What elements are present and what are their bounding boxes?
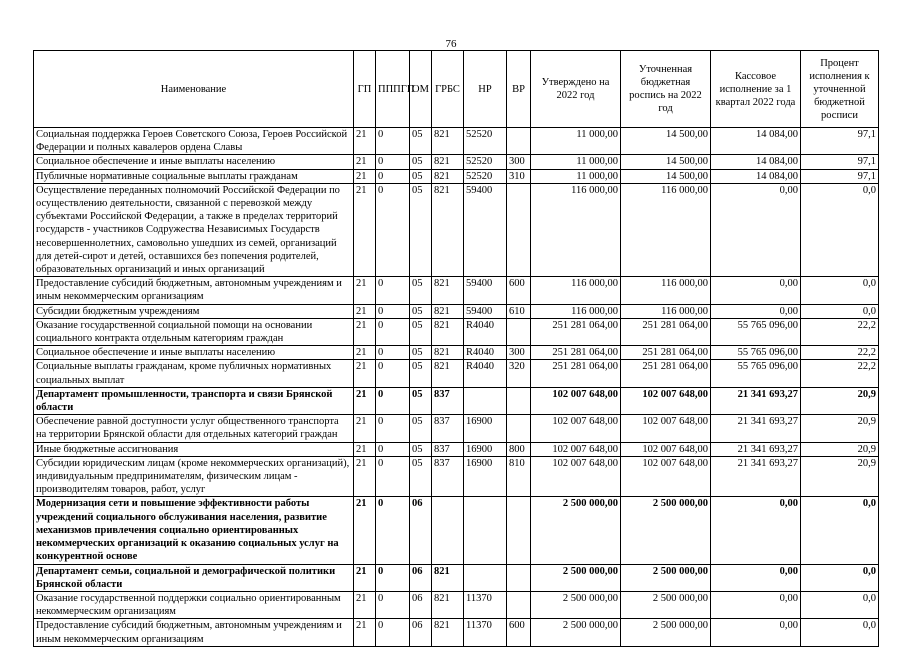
row-nr: 59400	[464, 304, 507, 318]
row-grbs: 821	[432, 183, 464, 276]
row-grbs: 821	[432, 304, 464, 318]
row-percent: 20,9	[801, 456, 879, 497]
row-nr: 16900	[464, 442, 507, 456]
row-nr: R4040	[464, 346, 507, 360]
row-gp: 21	[354, 318, 376, 345]
table-row	[34, 318, 879, 345]
table-row	[34, 497, 879, 564]
row-cash: 14 084,00	[711, 169, 801, 183]
row-nr: 59400	[464, 277, 507, 304]
row-om: 05	[410, 183, 432, 276]
row-name: Департамент семьи, социальной и демографической политики Брянской области	[34, 564, 354, 591]
row-refined: 2 500 000,00	[621, 497, 711, 564]
row-grbs: 821	[432, 128, 464, 155]
row-grbs: 821	[432, 318, 464, 345]
row-om: 06	[410, 591, 432, 618]
row-vr: 600	[507, 277, 531, 304]
row-pppgp: 0	[376, 387, 410, 414]
header-cash: Кассовое исполнение за 1 квартал 2022 года	[711, 51, 801, 128]
row-vr	[507, 564, 531, 591]
row-gp: 21	[354, 155, 376, 169]
row-gp: 21	[354, 497, 376, 564]
row-gp: 21	[354, 387, 376, 414]
row-refined: 116 000,00	[621, 183, 711, 276]
row-pppgp: 0	[376, 497, 410, 564]
row-grbs: 821	[432, 346, 464, 360]
row-refined: 102 007 648,00	[621, 456, 711, 497]
row-cash: 21 341 693,27	[711, 442, 801, 456]
row-pppgp: 0	[376, 277, 410, 304]
row-name: Иные бюджетные ассигнования	[34, 442, 354, 456]
row-nr: 11370	[464, 619, 507, 646]
row-grbs: 837	[432, 387, 464, 414]
header-row	[34, 51, 879, 128]
row-gp: 21	[354, 564, 376, 591]
row-vr	[507, 387, 531, 414]
row-vr: 300	[507, 346, 531, 360]
row-gp: 21	[354, 169, 376, 183]
row-gp: 21	[354, 360, 376, 387]
row-refined: 14 500,00	[621, 169, 711, 183]
table-row	[34, 304, 879, 318]
row-om: 05	[410, 318, 432, 345]
row-om: 05	[410, 360, 432, 387]
row-nr: 52520	[464, 155, 507, 169]
row-vr: 800	[507, 442, 531, 456]
header-vr: ВР	[507, 51, 531, 128]
row-grbs: 821	[432, 169, 464, 183]
row-nr: 52520	[464, 128, 507, 155]
row-cash: 55 765 096,00	[711, 318, 801, 345]
row-om: 05	[410, 155, 432, 169]
row-om: 06	[410, 619, 432, 646]
header-percent: Процент исполнения к уточненной бюджетной росписи	[801, 51, 879, 128]
row-gp: 21	[354, 128, 376, 155]
header-gp: ГП	[354, 51, 376, 128]
row-percent: 97,1	[801, 155, 879, 169]
row-om: 05	[410, 415, 432, 442]
row-approved: 116 000,00	[531, 304, 621, 318]
row-grbs: 821	[432, 360, 464, 387]
row-refined: 102 007 648,00	[621, 415, 711, 442]
row-name: Субсидии бюджетным учреждениям	[34, 304, 354, 318]
row-pppgp: 0	[376, 456, 410, 497]
row-vr: 320	[507, 360, 531, 387]
row-vr: 300	[507, 155, 531, 169]
row-pppgp: 0	[376, 360, 410, 387]
row-percent: 97,1	[801, 128, 879, 155]
row-vr	[507, 591, 531, 618]
table-row	[34, 346, 879, 360]
row-name: Социальное обеспечение и иные выплаты населению	[34, 346, 354, 360]
row-refined: 251 281 064,00	[621, 318, 711, 345]
row-approved: 102 007 648,00	[531, 387, 621, 414]
row-grbs	[432, 497, 464, 564]
table-row	[34, 619, 879, 646]
row-refined: 102 007 648,00	[621, 442, 711, 456]
row-refined: 251 281 064,00	[621, 346, 711, 360]
row-om: 05	[410, 304, 432, 318]
row-approved: 11 000,00	[531, 155, 621, 169]
row-gp: 21	[354, 591, 376, 618]
row-approved: 116 000,00	[531, 277, 621, 304]
row-cash: 0,00	[711, 183, 801, 276]
row-vr	[507, 415, 531, 442]
row-nr	[464, 564, 507, 591]
row-grbs: 837	[432, 415, 464, 442]
row-gp: 21	[354, 277, 376, 304]
row-percent: 22,2	[801, 346, 879, 360]
row-nr: R4040	[464, 360, 507, 387]
row-name: Предоставление субсидий бюджетным, автономным учреждениям и иным некоммерческим организациям	[34, 619, 354, 646]
row-om: 05	[410, 128, 432, 155]
row-vr: 310	[507, 169, 531, 183]
row-approved: 2 500 000,00	[531, 619, 621, 646]
row-om: 05	[410, 456, 432, 497]
row-nr	[464, 497, 507, 564]
table-row	[34, 128, 879, 155]
row-refined: 14 500,00	[621, 155, 711, 169]
row-approved: 102 007 648,00	[531, 442, 621, 456]
table-row	[34, 183, 879, 276]
row-cash: 14 084,00	[711, 128, 801, 155]
row-name: Предоставление субсидий бюджетным, автономным учреждениям и иным некоммерческим организациям	[34, 277, 354, 304]
row-grbs: 821	[432, 619, 464, 646]
row-grbs: 821	[432, 564, 464, 591]
row-name: Публичные нормативные социальные выплаты гражданам	[34, 169, 354, 183]
row-nr: R4040	[464, 318, 507, 345]
row-vr: 600	[507, 619, 531, 646]
row-cash: 14 084,00	[711, 155, 801, 169]
header-pppgp: ПППГП	[376, 51, 410, 128]
table-row	[34, 564, 879, 591]
row-name: Субсидии юридическим лицам (кроме некоммерческих организаций), индивидуальным предпринимателям, физическим лицам - производителям товаров, работ, услуг	[34, 456, 354, 497]
row-pppgp: 0	[376, 128, 410, 155]
row-refined: 14 500,00	[621, 128, 711, 155]
row-percent: 0,0	[801, 304, 879, 318]
row-gp: 21	[354, 442, 376, 456]
table-row	[34, 387, 879, 414]
row-pppgp: 0	[376, 564, 410, 591]
row-refined: 2 500 000,00	[621, 591, 711, 618]
row-vr	[507, 497, 531, 564]
row-refined: 102 007 648,00	[621, 387, 711, 414]
row-percent: 97,1	[801, 169, 879, 183]
row-grbs: 821	[432, 277, 464, 304]
row-cash: 0,00	[711, 591, 801, 618]
row-refined: 116 000,00	[621, 304, 711, 318]
row-cash: 0,00	[711, 619, 801, 646]
row-name: Департамент промышленности, транспорта и связи Брянской области	[34, 387, 354, 414]
row-grbs: 821	[432, 155, 464, 169]
row-refined: 2 500 000,00	[621, 564, 711, 591]
row-om: 05	[410, 346, 432, 360]
header-approved: Утверждено на 2022 год	[531, 51, 621, 128]
budget-table	[33, 50, 879, 647]
header-nr: НР	[464, 51, 507, 128]
row-pppgp: 0	[376, 183, 410, 276]
row-pppgp: 0	[376, 619, 410, 646]
row-nr: 16900	[464, 456, 507, 497]
row-gp: 21	[354, 619, 376, 646]
row-gp: 21	[354, 183, 376, 276]
row-om: 06	[410, 564, 432, 591]
row-om: 06	[410, 497, 432, 564]
row-percent: 0,0	[801, 619, 879, 646]
row-name: Оказание государственной социальной помощи на основании социального контракта отдельным категориям граждан	[34, 318, 354, 345]
row-pppgp: 0	[376, 415, 410, 442]
row-nr: 11370	[464, 591, 507, 618]
row-percent: 20,9	[801, 387, 879, 414]
row-gp: 21	[354, 456, 376, 497]
row-pppgp: 0	[376, 304, 410, 318]
row-approved: 2 500 000,00	[531, 497, 621, 564]
row-cash: 0,00	[711, 304, 801, 318]
row-nr: 59400	[464, 183, 507, 276]
table-row	[34, 360, 879, 387]
row-cash: 0,00	[711, 564, 801, 591]
row-percent: 20,9	[801, 415, 879, 442]
row-pppgp: 0	[376, 346, 410, 360]
header-name: Наименование	[34, 51, 354, 128]
table-row	[34, 591, 879, 618]
row-name: Социальное обеспечение и иные выплаты населению	[34, 155, 354, 169]
row-vr	[507, 318, 531, 345]
row-approved: 251 281 064,00	[531, 360, 621, 387]
row-pppgp: 0	[376, 318, 410, 345]
row-cash: 21 341 693,27	[711, 415, 801, 442]
row-pppgp: 0	[376, 169, 410, 183]
table-row	[34, 155, 879, 169]
row-cash: 0,00	[711, 277, 801, 304]
row-pppgp: 0	[376, 591, 410, 618]
row-nr: 52520	[464, 169, 507, 183]
row-om: 05	[410, 169, 432, 183]
row-vr: 810	[507, 456, 531, 497]
row-percent: 22,2	[801, 360, 879, 387]
row-grbs: 837	[432, 442, 464, 456]
row-name: Социальные выплаты гражданам, кроме публичных нормативных социальных выплат	[34, 360, 354, 387]
row-approved: 2 500 000,00	[531, 564, 621, 591]
row-refined: 251 281 064,00	[621, 360, 711, 387]
header-grbs: ГРБС	[432, 51, 464, 128]
row-om: 05	[410, 442, 432, 456]
row-vr: 610	[507, 304, 531, 318]
row-gp: 21	[354, 346, 376, 360]
row-name: Осуществление переданных полномочий Российской Федерации по осуществлению деятельности, связанной с перевозкой между субъектами Российской Федерации, а также в пределах территорий государств - участников Содружества Независимых Государств несовершеннолетних, самовольно ушедших из семей, организаций для детей-сирот и детей, оставшихся без попечения родителей, образовательных организаций и иных организаций	[34, 183, 354, 276]
row-name: Оказание государственной поддержки социально ориентированным некоммерческим организациям	[34, 591, 354, 618]
row-percent: 0,0	[801, 497, 879, 564]
table-row	[34, 456, 879, 497]
row-percent: 22,2	[801, 318, 879, 345]
row-refined: 116 000,00	[621, 277, 711, 304]
row-approved: 251 281 064,00	[531, 318, 621, 345]
row-om: 05	[410, 387, 432, 414]
row-approved: 116 000,00	[531, 183, 621, 276]
row-approved: 102 007 648,00	[531, 456, 621, 497]
row-percent: 0,0	[801, 277, 879, 304]
row-gp: 21	[354, 304, 376, 318]
row-cash: 21 341 693,27	[711, 387, 801, 414]
row-approved: 2 500 000,00	[531, 591, 621, 618]
row-percent: 0,0	[801, 564, 879, 591]
table-row	[34, 169, 879, 183]
header-refined: Уточненная бюджетная роспись на 2022 год	[621, 51, 711, 128]
row-approved: 251 281 064,00	[531, 346, 621, 360]
table-row	[34, 442, 879, 456]
table-row	[34, 277, 879, 304]
header-om: ОМ	[410, 51, 432, 128]
row-percent: 20,9	[801, 442, 879, 456]
row-cash: 0,00	[711, 497, 801, 564]
table-row	[34, 415, 879, 442]
row-approved: 11 000,00	[531, 128, 621, 155]
row-approved: 11 000,00	[531, 169, 621, 183]
row-nr	[464, 387, 507, 414]
row-grbs: 837	[432, 456, 464, 497]
row-cash: 21 341 693,27	[711, 456, 801, 497]
row-name: Обеспечение равной доступности услуг общественного транспорта на территории Брянской области для отдельных категорий граждан	[34, 415, 354, 442]
row-cash: 55 765 096,00	[711, 346, 801, 360]
row-om: 05	[410, 277, 432, 304]
row-refined: 2 500 000,00	[621, 619, 711, 646]
row-nr: 16900	[464, 415, 507, 442]
row-name: Социальная поддержка Героев Советского Союза, Героев Российской Федерации и полных кавалеров ордена Славы	[34, 128, 354, 155]
row-name: Модернизация сети и повышение эффективности работы учреждений социального обслуживания населения, развитие механизмов привлечения социально ориентированных некоммерческих организаций к оказанию социальных услуг на конкурентной основе	[34, 497, 354, 564]
row-cash: 55 765 096,00	[711, 360, 801, 387]
row-pppgp: 0	[376, 442, 410, 456]
row-gp: 21	[354, 415, 376, 442]
row-pppgp: 0	[376, 155, 410, 169]
row-vr	[507, 128, 531, 155]
row-percent: 0,0	[801, 183, 879, 276]
row-percent: 0,0	[801, 591, 879, 618]
row-vr	[507, 183, 531, 276]
row-approved: 102 007 648,00	[531, 415, 621, 442]
row-grbs: 821	[432, 591, 464, 618]
page-number: 76	[445, 38, 457, 50]
